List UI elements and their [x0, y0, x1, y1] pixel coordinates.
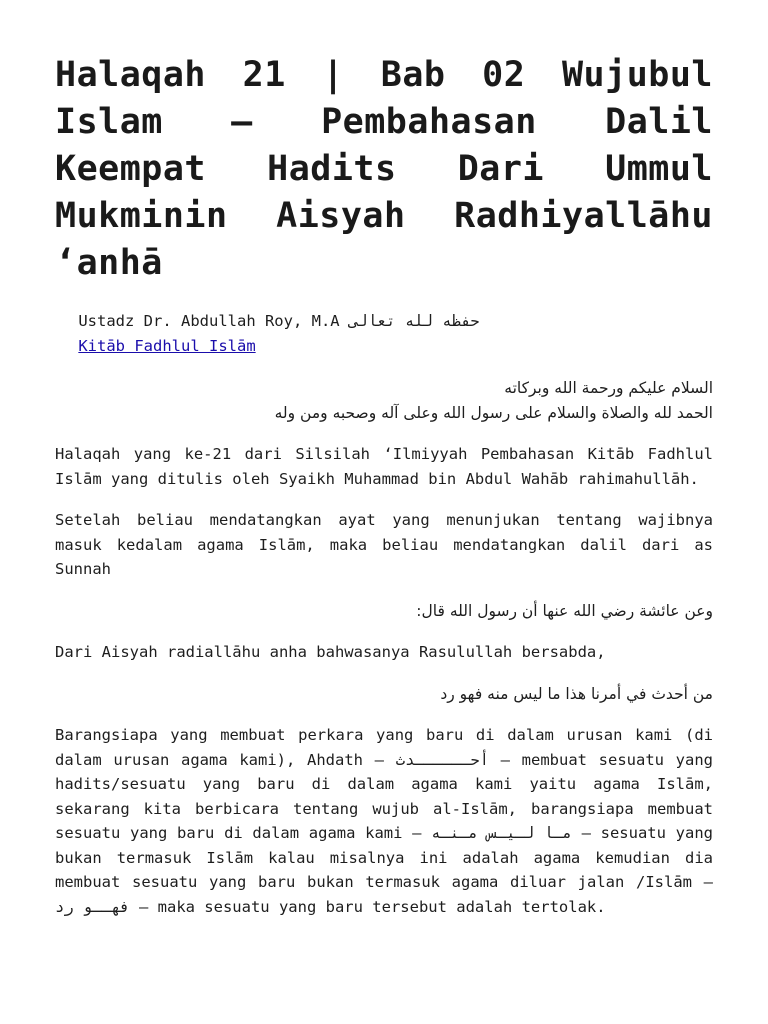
page-title: Halaqah 21 | Bab 02 Wujubul Islam – Pembahasan Dalil Keempat Hadits Dari Ummul Mukminin Aisyah Radhiyallāhu ‘anhā	[55, 55, 713, 283]
arabic-hadith: من أحدث في أمرنا هذا ما ليس منه فهو رد	[440, 684, 713, 703]
arabic-greeting: السلام عليكم ورحمة الله وبركاته	[504, 379, 713, 397]
speaker-line	[55, 309, 713, 334]
article	[55, 52, 713, 919]
intro-paragraph: Halaqah yang ke-21 dari Silsilah ‘Ilmiyyah Pembahasan Kitāb Fadhlul Islām yang ditulis oleh Syaikh Muhammad bin Abdul Wahāb rahimahullāh.	[55, 445, 713, 488]
explanation-paragraph: Barangsiapa yang membuat perkara yang baru di dalam urusan kami (di dalam urusan agama kami), Ahdath – أحــــــدث – membuat sesuatu yang hadits/sesuatu yang baru di dalam agama kami yaitu agama Islām, sekarang kita berbicara tentang wujub al-Islām, barangsiapa membuat sesuatu yang baru di dalam agama kami – مـا لـيـس مـنـه – sesuatu yang bukan termasuk Islām kalau misalnya ini adalah agama kemudian dia membuat sesuatu yang baru bukan termasuk agama diluar jalan /Islām – فهــو رد – maka sesuatu yang baru tersebut adalah tertolak.	[55, 726, 713, 916]
speaker-name: Ustadz Dr. Abdullah Roy, M.A حفظه لله تعالى	[78, 312, 480, 330]
book-link[interactable]: Kitāb Fadhlul Islām	[78, 336, 256, 355]
translation-narration: Dari Aisyah radiallāhu anha bahwasanya Rasulullah bersabda,	[55, 643, 606, 661]
arabic-narration: وعن عائشة رضي الله عنها أن رسول الله قال:	[416, 601, 713, 620]
context-paragraph: Setelah beliau mendatangkan ayat yang menunjukan tentang wajibnya masuk kedalam agama Islām, maka beliau mendatangkan dalil dari as Sunnah	[55, 511, 713, 578]
arabic-praise: الحمد لله والصلاة والسلام على رسول الله وعلى آله وصحبه ومن وله	[274, 403, 713, 422]
book-line	[55, 334, 713, 359]
